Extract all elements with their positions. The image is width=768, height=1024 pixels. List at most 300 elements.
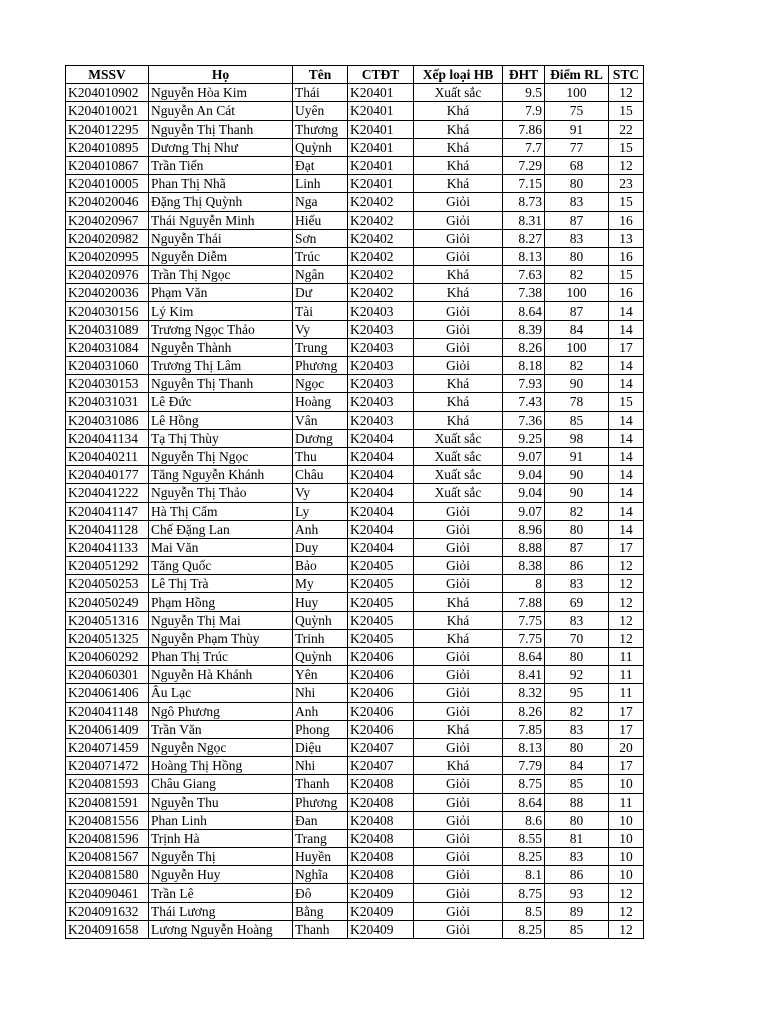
table-row	[66, 156, 644, 174]
cell-mssv: K204041133	[66, 538, 149, 556]
cell-diem-rl: 68	[545, 156, 609, 174]
cell-ten: Thái	[293, 84, 348, 102]
cell-ten: Thanh	[293, 775, 348, 793]
cell-mssv: K204051325	[66, 629, 149, 647]
cell-xep-loai-hb: Giỏi	[414, 902, 503, 920]
cell-ten: Vân	[293, 411, 348, 429]
cell-diem-rl: 85	[545, 920, 609, 938]
cell-xep-loai-hb: Khá	[414, 629, 503, 647]
cell-ten: Vy	[293, 320, 348, 338]
table-row	[66, 648, 644, 666]
cell-mssv: K204081596	[66, 829, 149, 847]
cell-diem-rl: 100	[545, 338, 609, 356]
cell-dht: 8.39	[503, 320, 545, 338]
table-row	[66, 829, 644, 847]
cell-mssv: K204051292	[66, 557, 149, 575]
cell-ho: Nguyễn Thị Thanh	[149, 120, 293, 138]
cell-diem-rl: 80	[545, 811, 609, 829]
cell-xep-loai-hb: Giỏi	[414, 247, 503, 265]
table-row	[66, 447, 644, 465]
cell-xep-loai-hb: Khá	[414, 266, 503, 284]
cell-ten: Đô	[293, 884, 348, 902]
cell-diem-rl: 85	[545, 411, 609, 429]
cell-ctdt: K20401	[348, 120, 414, 138]
cell-ho: Trần Lê	[149, 884, 293, 902]
cell-ho: Nguyễn Hà Khánh	[149, 666, 293, 684]
cell-stc: 13	[609, 229, 644, 247]
cell-dht: 9.07	[503, 447, 545, 465]
cell-mssv: K204091632	[66, 902, 149, 920]
cell-ho: Tăng Quốc	[149, 557, 293, 575]
cell-dht: 8.18	[503, 357, 545, 375]
table-row	[66, 229, 644, 247]
cell-diem-rl: 92	[545, 666, 609, 684]
cell-diem-rl: 80	[545, 247, 609, 265]
cell-stc: 12	[609, 902, 644, 920]
cell-stc: 14	[609, 502, 644, 520]
cell-ten: Trinh	[293, 629, 348, 647]
table-row	[66, 884, 644, 902]
cell-xep-loai-hb: Giỏi	[414, 793, 503, 811]
cell-stc: 23	[609, 175, 644, 193]
cell-ctdt: K20402	[348, 211, 414, 229]
cell-dht: 8.64	[503, 648, 545, 666]
cell-xep-loai-hb: Giỏi	[414, 829, 503, 847]
cell-dht: 8.64	[503, 302, 545, 320]
cell-ho: Phan Linh	[149, 811, 293, 829]
cell-mssv: K204081567	[66, 848, 149, 866]
cell-ho: Hà Thị Cẩm	[149, 502, 293, 520]
cell-dht: 8.38	[503, 557, 545, 575]
cell-ho: Lê Thị Trà	[149, 575, 293, 593]
cell-ctdt: K20404	[348, 429, 414, 447]
cell-ten: Phương	[293, 793, 348, 811]
cell-dht: 8.5	[503, 902, 545, 920]
cell-xep-loai-hb: Giỏi	[414, 684, 503, 702]
cell-dht: 9.5	[503, 84, 545, 102]
cell-xep-loai-hb: Khá	[414, 720, 503, 738]
cell-mssv: K204040211	[66, 447, 149, 465]
cell-ctdt: K20407	[348, 757, 414, 775]
cell-stc: 15	[609, 138, 644, 156]
cell-ten: Hoàng	[293, 393, 348, 411]
cell-ho: Nguyễn Diễm	[149, 247, 293, 265]
table-row	[66, 338, 644, 356]
cell-ten: Bảo	[293, 557, 348, 575]
cell-xep-loai-hb: Giỏi	[414, 557, 503, 575]
table-row	[66, 611, 644, 629]
cell-diem-rl: 80	[545, 738, 609, 756]
cell-xep-loai-hb: Khá	[414, 375, 503, 393]
cell-ho: Nguyễn Thị Thảo	[149, 484, 293, 502]
cell-ho: Trịnh Hà	[149, 829, 293, 847]
cell-xep-loai-hb: Khá	[414, 138, 503, 156]
cell-xep-loai-hb: Giỏi	[414, 211, 503, 229]
cell-dht: 8.73	[503, 193, 545, 211]
cell-xep-loai-hb: Giỏi	[414, 811, 503, 829]
cell-diem-rl: 70	[545, 629, 609, 647]
cell-mssv: K204061409	[66, 720, 149, 738]
cell-ctdt: K20407	[348, 738, 414, 756]
cell-stc: 17	[609, 757, 644, 775]
cell-stc: 14	[609, 302, 644, 320]
cell-dht: 8.13	[503, 738, 545, 756]
cell-ho: Trương Thị Lâm	[149, 357, 293, 375]
cell-ctdt: K20405	[348, 611, 414, 629]
cell-ten: Nhi	[293, 757, 348, 775]
cell-diem-rl: 80	[545, 648, 609, 666]
cell-mssv: K204020967	[66, 211, 149, 229]
cell-ten: Quỳnh	[293, 611, 348, 629]
cell-mssv: K204020046	[66, 193, 149, 211]
cell-xep-loai-hb: Khá	[414, 611, 503, 629]
student-scholarship-table	[65, 65, 644, 939]
cell-dht: 7.79	[503, 757, 545, 775]
header-mssv: MSSV	[66, 66, 149, 84]
cell-mssv: K204091658	[66, 920, 149, 938]
table-row	[66, 175, 644, 193]
cell-stc: 14	[609, 411, 644, 429]
cell-stc: 16	[609, 211, 644, 229]
cell-xep-loai-hb: Giỏi	[414, 884, 503, 902]
cell-diem-rl: 83	[545, 229, 609, 247]
header-ten: Tên	[293, 66, 348, 84]
cell-mssv: K204031060	[66, 357, 149, 375]
cell-diem-rl: 83	[545, 720, 609, 738]
table-row	[66, 757, 644, 775]
cell-mssv: K204051316	[66, 611, 149, 629]
cell-diem-rl: 86	[545, 866, 609, 884]
cell-ctdt: K20402	[348, 229, 414, 247]
cell-ctdt: K20402	[348, 266, 414, 284]
cell-dht: 8.41	[503, 666, 545, 684]
cell-dht: 7.15	[503, 175, 545, 193]
cell-xep-loai-hb: Xuất sắc	[414, 484, 503, 502]
cell-diem-rl: 100	[545, 84, 609, 102]
cell-mssv: K204050249	[66, 593, 149, 611]
cell-ho: Nguyễn Thu	[149, 793, 293, 811]
cell-ho: Phan Thị Nhã	[149, 175, 293, 193]
table-row	[66, 848, 644, 866]
cell-stc: 12	[609, 629, 644, 647]
cell-mssv: K204081556	[66, 811, 149, 829]
cell-stc: 22	[609, 120, 644, 138]
table-row	[66, 120, 644, 138]
cell-dht: 7.75	[503, 629, 545, 647]
cell-ho: Chế Đặng Lan	[149, 520, 293, 538]
cell-stc: 12	[609, 84, 644, 102]
cell-ho: Nguyễn Ngọc	[149, 738, 293, 756]
cell-ctdt: K20406	[348, 666, 414, 684]
cell-ten: Quỳnh	[293, 138, 348, 156]
cell-xep-loai-hb: Xuất sắc	[414, 466, 503, 484]
cell-stc: 12	[609, 575, 644, 593]
cell-diem-rl: 84	[545, 320, 609, 338]
cell-ho: Nguyễn Thành	[149, 338, 293, 356]
cell-xep-loai-hb: Giỏi	[414, 193, 503, 211]
cell-stc: 11	[609, 684, 644, 702]
cell-diem-rl: 83	[545, 611, 609, 629]
cell-xep-loai-hb: Giỏi	[414, 775, 503, 793]
cell-ctdt: K20401	[348, 138, 414, 156]
cell-stc: 15	[609, 266, 644, 284]
cell-diem-rl: 82	[545, 702, 609, 720]
table-row	[66, 575, 644, 593]
cell-diem-rl: 78	[545, 393, 609, 411]
cell-ho: Lương Nguyễn Hoàng	[149, 920, 293, 938]
cell-dht: 8.96	[503, 520, 545, 538]
cell-mssv: K204041128	[66, 520, 149, 538]
cell-diem-rl: 85	[545, 775, 609, 793]
cell-stc: 10	[609, 866, 644, 884]
cell-ten: Thu	[293, 447, 348, 465]
cell-ten: Sơn	[293, 229, 348, 247]
cell-dht: 9.04	[503, 484, 545, 502]
cell-diem-rl: 91	[545, 447, 609, 465]
cell-ho: Nguyễn An Cát	[149, 102, 293, 120]
cell-mssv: K204010902	[66, 84, 149, 102]
cell-ten: Nhi	[293, 684, 348, 702]
cell-stc: 14	[609, 429, 644, 447]
cell-stc: 10	[609, 848, 644, 866]
cell-ten: Châu	[293, 466, 348, 484]
cell-ten: Ngọc	[293, 375, 348, 393]
cell-xep-loai-hb: Giỏi	[414, 666, 503, 684]
header-ctdt: CTĐT	[348, 66, 414, 84]
cell-ten: Hiếu	[293, 211, 348, 229]
cell-xep-loai-hb: Giỏi	[414, 866, 503, 884]
cell-dht: 8.25	[503, 920, 545, 938]
cell-stc: 11	[609, 793, 644, 811]
cell-ctdt: K20402	[348, 247, 414, 265]
cell-ten: Huyền	[293, 848, 348, 866]
cell-ctdt: K20403	[348, 393, 414, 411]
table-row	[66, 320, 644, 338]
cell-mssv: K204061406	[66, 684, 149, 702]
table-row	[66, 102, 644, 120]
table-row	[66, 411, 644, 429]
cell-diem-rl: 89	[545, 902, 609, 920]
cell-ctdt: K20405	[348, 575, 414, 593]
cell-ctdt: K20408	[348, 848, 414, 866]
cell-ten: Nghĩa	[293, 866, 348, 884]
cell-dht: 8.27	[503, 229, 545, 247]
cell-diem-rl: 80	[545, 520, 609, 538]
cell-stc: 12	[609, 156, 644, 174]
cell-stc: 12	[609, 884, 644, 902]
cell-stc: 10	[609, 811, 644, 829]
cell-ho: Đặng Thị Quỳnh	[149, 193, 293, 211]
cell-diem-rl: 83	[545, 575, 609, 593]
table-row	[66, 211, 644, 229]
cell-diem-rl: 87	[545, 538, 609, 556]
cell-ten: Tài	[293, 302, 348, 320]
cell-diem-rl: 69	[545, 593, 609, 611]
cell-xep-loai-hb: Khá	[414, 156, 503, 174]
cell-xep-loai-hb: Giỏi	[414, 648, 503, 666]
cell-xep-loai-hb: Giỏi	[414, 738, 503, 756]
table-row	[66, 84, 644, 102]
cell-mssv: K204081593	[66, 775, 149, 793]
cell-diem-rl: 82	[545, 357, 609, 375]
cell-dht: 8.55	[503, 829, 545, 847]
cell-stc: 14	[609, 484, 644, 502]
table-row	[66, 284, 644, 302]
cell-ho: Trần Thị Ngọc	[149, 266, 293, 284]
cell-ctdt: K20401	[348, 84, 414, 102]
cell-ten: Uyên	[293, 102, 348, 120]
header-dht: ĐHT	[503, 66, 545, 84]
cell-ten: Bằng	[293, 902, 348, 920]
cell-xep-loai-hb: Khá	[414, 175, 503, 193]
cell-ctdt: K20404	[348, 466, 414, 484]
cell-ten: Nga	[293, 193, 348, 211]
cell-diem-rl: 86	[545, 557, 609, 575]
cell-mssv: K204031086	[66, 411, 149, 429]
cell-ctdt: K20406	[348, 720, 414, 738]
cell-xep-loai-hb: Giỏi	[414, 538, 503, 556]
cell-ten: Anh	[293, 702, 348, 720]
cell-ho: Trương Ngọc Thảo	[149, 320, 293, 338]
cell-ho: Nguyễn Thị Mai	[149, 611, 293, 629]
cell-stc: 14	[609, 466, 644, 484]
cell-diem-rl: 81	[545, 829, 609, 847]
cell-diem-rl: 95	[545, 684, 609, 702]
cell-xep-loai-hb: Khá	[414, 393, 503, 411]
cell-diem-rl: 82	[545, 266, 609, 284]
cell-stc: 14	[609, 357, 644, 375]
cell-xep-loai-hb: Giỏi	[414, 520, 503, 538]
cell-ctdt: K20401	[348, 175, 414, 193]
cell-ctdt: K20405	[348, 593, 414, 611]
cell-ten: Vy	[293, 484, 348, 502]
cell-ctdt: K20409	[348, 902, 414, 920]
cell-xep-loai-hb: Khá	[414, 120, 503, 138]
cell-ho: Ngô Phương	[149, 702, 293, 720]
cell-ten: Thanh	[293, 920, 348, 938]
cell-ho: Phạm Hồng	[149, 593, 293, 611]
cell-dht: 8.1	[503, 866, 545, 884]
cell-diem-rl: 77	[545, 138, 609, 156]
cell-mssv: K204010005	[66, 175, 149, 193]
table-row	[66, 866, 644, 884]
cell-mssv: K204041148	[66, 702, 149, 720]
cell-ho: Thái Nguyễn Minh	[149, 211, 293, 229]
table-row	[66, 502, 644, 520]
cell-ctdt: K20405	[348, 629, 414, 647]
cell-stc: 15	[609, 102, 644, 120]
cell-diem-rl: 100	[545, 284, 609, 302]
table-row	[66, 538, 644, 556]
cell-xep-loai-hb: Giỏi	[414, 920, 503, 938]
cell-xep-loai-hb: Khá	[414, 593, 503, 611]
table-row	[66, 266, 644, 284]
cell-ho: Nguyễn Thị Ngọc	[149, 447, 293, 465]
cell-ho: Tạ Thị Thùy	[149, 429, 293, 447]
table-row	[66, 593, 644, 611]
cell-mssv: K204060292	[66, 648, 149, 666]
cell-mssv: K204041147	[66, 502, 149, 520]
cell-ctdt: K20405	[348, 557, 414, 575]
cell-xep-loai-hb: Khá	[414, 411, 503, 429]
cell-xep-loai-hb: Giỏi	[414, 502, 503, 520]
table-row	[66, 629, 644, 647]
cell-mssv: K204060301	[66, 666, 149, 684]
cell-ho: Châu Giang	[149, 775, 293, 793]
cell-ctdt: K20403	[348, 302, 414, 320]
cell-mssv: K204030153	[66, 375, 149, 393]
cell-xep-loai-hb: Giỏi	[414, 848, 503, 866]
cell-mssv: K204030156	[66, 302, 149, 320]
cell-dht: 7.9	[503, 102, 545, 120]
cell-ten: Ly	[293, 502, 348, 520]
table-row	[66, 393, 644, 411]
cell-stc: 15	[609, 393, 644, 411]
cell-ctdt: K20403	[348, 411, 414, 429]
cell-mssv: K204071472	[66, 757, 149, 775]
cell-dht: 8	[503, 575, 545, 593]
cell-ho: Hoàng Thị Hồng	[149, 757, 293, 775]
table-row	[66, 484, 644, 502]
cell-ten: Diệu	[293, 738, 348, 756]
cell-mssv: K204020976	[66, 266, 149, 284]
cell-dht: 8.26	[503, 702, 545, 720]
cell-ho: Trần Văn	[149, 720, 293, 738]
cell-mssv: K204012295	[66, 120, 149, 138]
table-row	[66, 684, 644, 702]
cell-mssv: K204010895	[66, 138, 149, 156]
cell-stc: 10	[609, 829, 644, 847]
cell-ho: Dương Thị Như	[149, 138, 293, 156]
table-row	[66, 357, 644, 375]
cell-ctdt: K20408	[348, 811, 414, 829]
cell-ctdt: K20404	[348, 447, 414, 465]
cell-stc: 16	[609, 284, 644, 302]
cell-ho: Thái Lương	[149, 902, 293, 920]
header-row	[66, 66, 644, 84]
table-row	[66, 193, 644, 211]
cell-ten: Ngân	[293, 266, 348, 284]
cell-ctdt: K20401	[348, 102, 414, 120]
cell-ctdt: K20403	[348, 375, 414, 393]
cell-ten: Quỳnh	[293, 648, 348, 666]
cell-diem-rl: 93	[545, 884, 609, 902]
cell-diem-rl: 87	[545, 211, 609, 229]
cell-mssv: K204040177	[66, 466, 149, 484]
cell-diem-rl: 88	[545, 793, 609, 811]
cell-xep-loai-hb: Giỏi	[414, 357, 503, 375]
cell-stc: 12	[609, 611, 644, 629]
cell-diem-rl: 83	[545, 193, 609, 211]
cell-dht: 8.6	[503, 811, 545, 829]
cell-xep-loai-hb: Giỏi	[414, 702, 503, 720]
cell-xep-loai-hb: Giỏi	[414, 320, 503, 338]
cell-dht: 7.36	[503, 411, 545, 429]
cell-diem-rl: 90	[545, 466, 609, 484]
cell-ten: Dư	[293, 284, 348, 302]
cell-dht: 8.13	[503, 247, 545, 265]
cell-ho: Phan Thị Trúc	[149, 648, 293, 666]
cell-xep-loai-hb: Khá	[414, 102, 503, 120]
header-stc: STC	[609, 66, 644, 84]
cell-dht: 7.38	[503, 284, 545, 302]
cell-ctdt: K20404	[348, 484, 414, 502]
cell-stc: 11	[609, 666, 644, 684]
cell-xep-loai-hb: Xuất sắc	[414, 84, 503, 102]
cell-mssv: K204031031	[66, 393, 149, 411]
table-row	[66, 302, 644, 320]
table-row	[66, 793, 644, 811]
